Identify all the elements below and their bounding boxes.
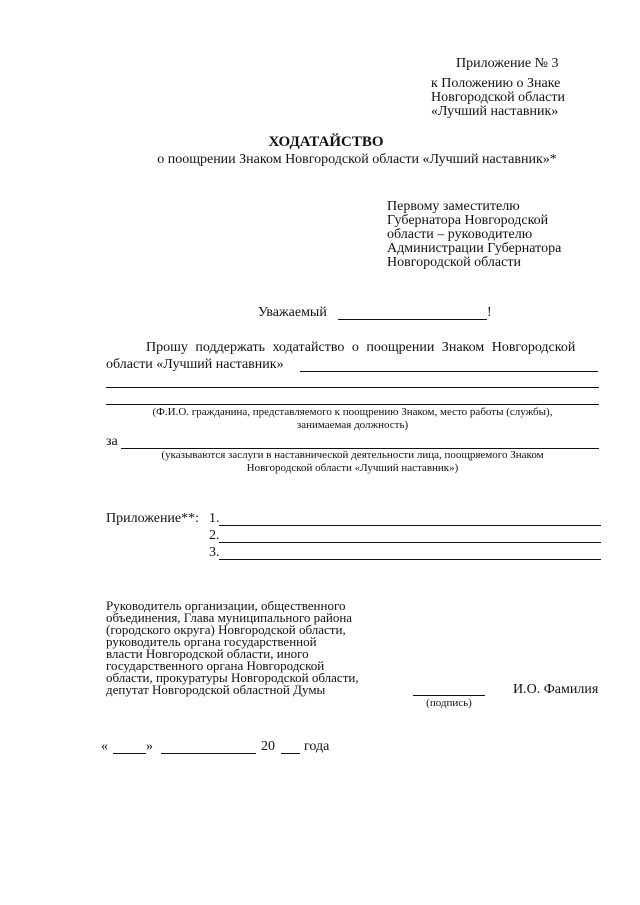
date-day-field[interactable]	[113, 753, 146, 754]
request-line-1: Прошу поддержать ходатайство о поощрении Знаком Новгородской	[146, 340, 576, 355]
request-line-2: области «Лучший наставник»	[106, 357, 284, 372]
signature-field[interactable]	[413, 695, 485, 696]
signature-hint: (подпись)	[426, 697, 472, 709]
attachments-label: Приложение**:	[106, 511, 200, 526]
nominee-field-line-3[interactable]	[106, 404, 599, 405]
addressee-line-5: Новгородской области	[387, 255, 521, 270]
signer-name: И.О. Фамилия	[513, 682, 599, 697]
signer-line-6: государственного органа Новгородской	[106, 658, 325, 673]
merits-hint-line-2: Новгородской области «Лучший наставник»)	[246, 462, 459, 474]
signer-line-8: депутат Новгородской областной Думы	[106, 682, 326, 697]
nominee-hint-line-1: (Ф.И.О. гражданина, представляемого к поощрению Знаком, место работы (службы),	[152, 406, 553, 418]
appendix-line-3: «Лучший наставник»	[431, 104, 559, 119]
greeting-name-field[interactable]	[338, 319, 487, 320]
document-title: ХОДАТАЙСТВО	[268, 134, 384, 150]
nominee-field-line-1[interactable]	[300, 371, 598, 372]
merits-prefix: за	[106, 434, 118, 449]
date-open-quote: «	[101, 739, 108, 754]
nominee-hint-line-2: занимаемая должность)	[296, 419, 409, 431]
attachment-item-3-number: 3.	[209, 545, 220, 560]
signer-line-2: объединения, Глава муниципального района	[106, 610, 353, 625]
date-year-suffix: года	[304, 739, 330, 754]
addressee-line-2: Губернатора Новгородской	[387, 213, 549, 228]
attachment-item-2-number: 2.	[209, 528, 220, 543]
signer-line-5: власти Новгородской области, иного	[106, 646, 309, 661]
signer-line-1: Руководитель организации, общественного	[106, 598, 346, 613]
signer-line-7: области, прокуратуры Новгородской области,	[106, 670, 359, 685]
addressee-line-1: Первому заместителю	[387, 199, 520, 214]
nominee-field-line-2[interactable]	[106, 387, 599, 388]
attachment-item-1-number: 1.	[209, 511, 220, 526]
attachment-item-2-field[interactable]	[219, 542, 601, 543]
date-month-field[interactable]	[161, 753, 256, 754]
greeting-text: Уважаемый	[258, 305, 327, 320]
date-close-quote: »	[146, 739, 153, 754]
attachment-item-3-field[interactable]	[219, 559, 601, 560]
merits-hint-line-1: (указываются заслуги в наставнической деятельности лица, поощряемого Знаком	[161, 449, 544, 461]
signer-line-3: (городского округа) Новгородской области,	[106, 622, 346, 637]
date-year-field[interactable]	[281, 753, 300, 754]
attachment-item-1-field[interactable]	[219, 525, 601, 526]
addressee-line-4: Администрации Губернатора	[387, 241, 562, 256]
appendix-number: Приложение № 3	[456, 56, 559, 71]
appendix-line-2: Новгородской области	[431, 90, 565, 105]
appendix-line-1: к Положению о Знаке	[431, 76, 561, 91]
addressee-line-3: области – руководителю	[387, 227, 533, 242]
document-subtitle: о поощрении Знаком Новгородской области «Лучший наставник»*	[157, 152, 557, 167]
date-year-prefix: 20	[261, 739, 275, 754]
signer-line-4: руководитель органа государственной	[106, 634, 317, 649]
greeting-end: !	[487, 305, 492, 320]
